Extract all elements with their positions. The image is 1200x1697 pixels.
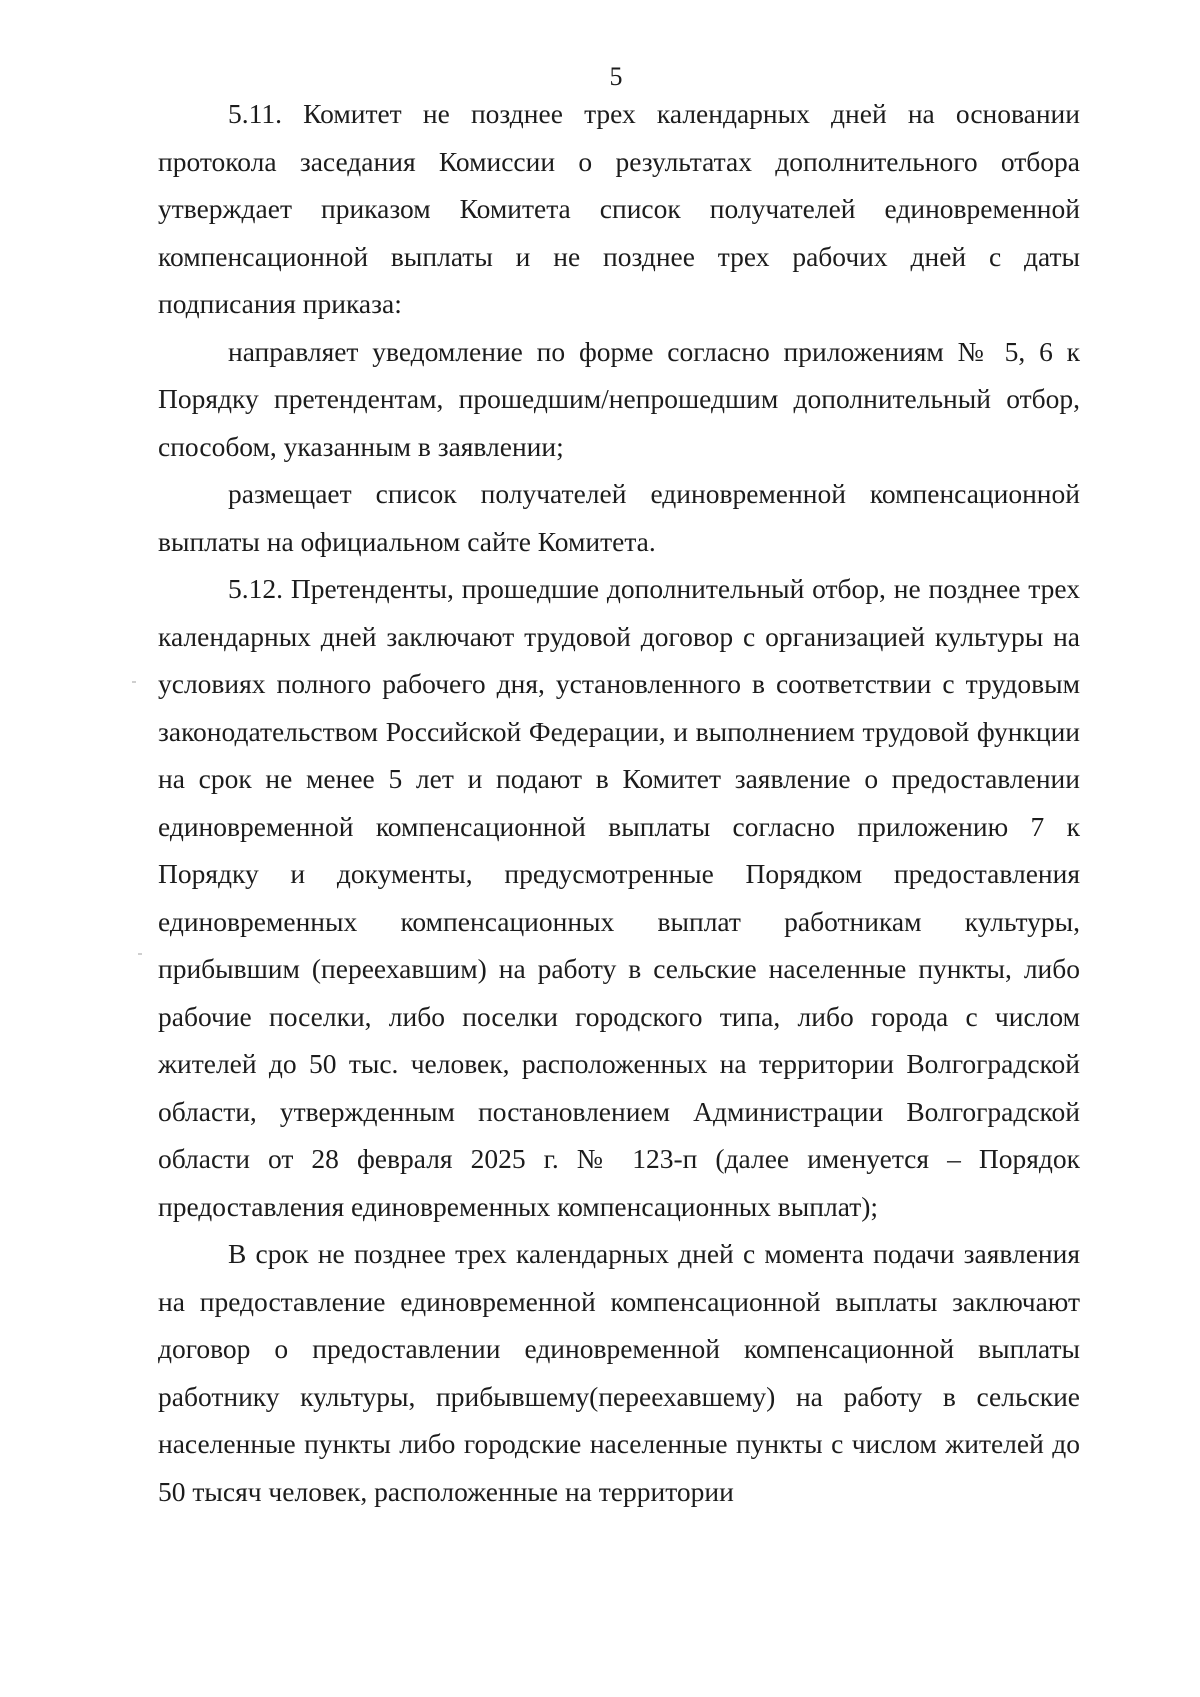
- paragraph-notification: направляет уведомление по форме согласно приложениям № 5, 6 к Порядку претендентам, прошедшим/непрошедшим дополнительный отбор, способом, указанным в заявлении;: [158, 335, 1080, 462]
- page-number: 5: [609, 62, 623, 91]
- paragraph-contract-deadline: В срок не позднее трех календарных дней с момента подачи заявления на предоставление единовременной компенсационной выплаты заключают договор о предоставлении единовременной компенсационной выплаты работнику культуры, прибывшему(переехавшему) на работу в сельские населенные пункты либо городские населенные пункты с числом жителей до 50 тысяч человек, расположенные на территории: [158, 1238, 1080, 1507]
- paragraph-5-12: 5.12. Претенденты, прошедшие дополнительный отбор, не позднее трех календарных дней заключают трудовой договор с организацией культуры на условиях полного рабочего дня, установленного в соответствии с трудовым законодательством Российской Федерации, и выполнением трудовой функции на срок не менее 5 лет и подают в Комитет заявление о предоставлении единовременной компенсационной выплаты согласно приложению 7 к Порядку и документы, предусмотренные Порядком предоставления единовременных компенсационных выплат работникам культуры, прибывшим (переехавшим) на работу в сельские населенные пункты, либо рабочие поселки, либо поселки городского типа, либо города с числом жителей до 50 тыс. человек, расположенных на территории Волгоградской области, утвержденным постановлением Администрации Волгоградской области от 28 февраля 2025 г. № 123-п (далее именуется – Порядок предоставления единовременных компенсационных выплат);: [158, 573, 1080, 1222]
- paragraph-5-11: 5.11. Комитет не позднее трех календарных дней на основании протокола заседания Комиссии о результатах дополнительного отбора утверждает приказом Комитета список получателей единовременной компенсационной выплаты и не позднее трех рабочих дней с даты подписания приказа:: [158, 98, 1080, 319]
- scan-speck: [132, 681, 136, 683]
- paragraph-publication: размещает список получателей единовременной компенсационной выплаты на официальном сайте Комитета.: [158, 478, 1080, 557]
- scan-speck: [138, 953, 142, 955]
- document-body: [158, 90, 1080, 1515]
